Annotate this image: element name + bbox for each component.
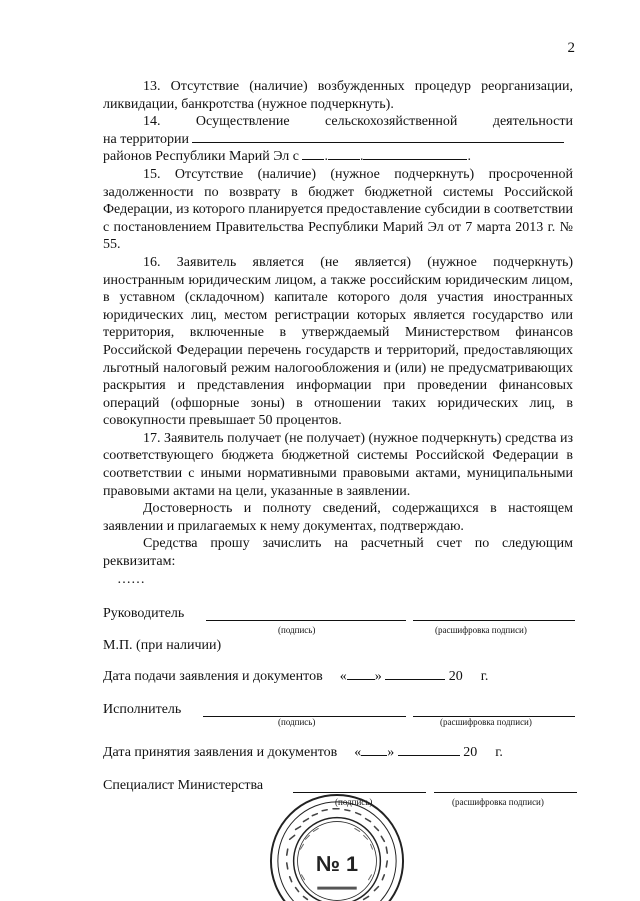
start-month-blank[interactable] bbox=[328, 149, 360, 160]
item-14-line-3: районов Республики Марий Эл с . . . bbox=[103, 149, 471, 165]
executor-decode-caption: (расшифровка подписи) bbox=[440, 717, 532, 727]
item-14-line-1: 14. Осуществление сельскохозяйственной деятельности bbox=[143, 114, 573, 130]
head-signature-line[interactable] bbox=[206, 620, 406, 621]
submit-day-blank[interactable] bbox=[347, 669, 375, 680]
accept-date-label: Дата принятия заявления и документов bbox=[103, 745, 338, 760]
submit-date-label: Дата подачи заявления и документов bbox=[103, 669, 323, 684]
item-14-line-2 bbox=[103, 131, 573, 149]
head-decode-line[interactable] bbox=[413, 620, 575, 621]
item-14-territory-label: на территории bbox=[103, 131, 189, 147]
bank-details-placeholder: …… bbox=[117, 571, 145, 587]
submit-month-blank[interactable] bbox=[385, 669, 445, 680]
start-day-blank[interactable] bbox=[302, 149, 324, 160]
head-signature-caption: (подпись) bbox=[278, 625, 316, 635]
start-year-blank[interactable] bbox=[363, 149, 467, 160]
accept-month-blank[interactable] bbox=[398, 745, 460, 756]
accept-date-row: Дата принятия заявления и документов « » 20 г. bbox=[103, 745, 503, 760]
executor-signature-block bbox=[103, 702, 578, 727]
head-label: Руководитель bbox=[103, 606, 185, 621]
submit-date-row: Дата подачи заявления и документов « » 20 г. bbox=[103, 669, 489, 684]
page-number: 2 bbox=[567, 40, 575, 56]
item-13: 13. Отсутствие (наличие) возбужденных процедур реорганизации, ликвидации, банкротства (нужное подчеркнуть). bbox=[103, 79, 573, 112]
item-17: 17. Заявитель получает (не получает) (нужное подчеркнуть) средства из соответствующего бюджета бюджетной системы Российской Федерации в соответствии с иными нормативными правовыми актами, муниципальными правовыми актами на цели, указанные в заявлении. bbox=[103, 430, 573, 499]
stamp-number: № 1 bbox=[315, 850, 359, 876]
item-16: 16. Заявитель является (не является) (нужное подчеркнуть) иностранным юридическим лицом, а также российским юридическим лицом, в уставном (складочном) капитале которого доля участия иностранных юридических лиц, местом регистрации которых является государство или территория, включенные в утверждаемый Министерством финансов Российской Федерации перечень государств и территорий, предоставляющих льготный налоговый режим налогообложения и (или) не предусматривающих раскрытия и представления информации при проведении финансовых операций (офшорные зоны) в отношении таких юридических лиц, в совокупности превышает 50 процентов. bbox=[103, 254, 573, 429]
official-stamp bbox=[268, 792, 406, 901]
specialist-decode-caption: (расшифровка подписи) bbox=[452, 797, 544, 807]
item-15: 15. Отсутствие (наличие) (нужное подчеркнуть) просроченной задолженности по возврату в бюджет бюджетной системы Российской Федерации, из которого планируется предоставление субсидии в соответствии с постановлением Правительства Республики Марий Эл от 7 марта 2013 г. № 55. bbox=[103, 166, 573, 253]
item-14-districts-label: районов Республики Марий Эл с bbox=[103, 149, 299, 165]
head-signature-block bbox=[103, 606, 578, 635]
territory-blank-line[interactable] bbox=[192, 132, 564, 143]
specialist-label: Специалист Министерства bbox=[103, 778, 264, 793]
accept-day-blank[interactable] bbox=[361, 745, 387, 756]
funds-transfer-request: Средства прошу зачислить на расчетный счет по следующим реквизитам: bbox=[103, 536, 573, 570]
executor-signature-caption: (подпись) bbox=[278, 717, 316, 727]
application-body bbox=[103, 78, 573, 588]
seal-label: М.П. (при наличии) bbox=[103, 638, 222, 653]
specialist-signature-caption: (подпись) bbox=[335, 797, 373, 807]
head-decode-caption: (расшифровка подписи) bbox=[435, 625, 527, 635]
reliability-statement: Достоверность и полноту сведений, содержащихся в настоящем заявлении и прилагаемых к нему документах, подтверждаю. bbox=[103, 501, 573, 534]
specialist-decode-line[interactable] bbox=[434, 792, 577, 793]
executor-label: Исполнитель bbox=[103, 702, 182, 717]
